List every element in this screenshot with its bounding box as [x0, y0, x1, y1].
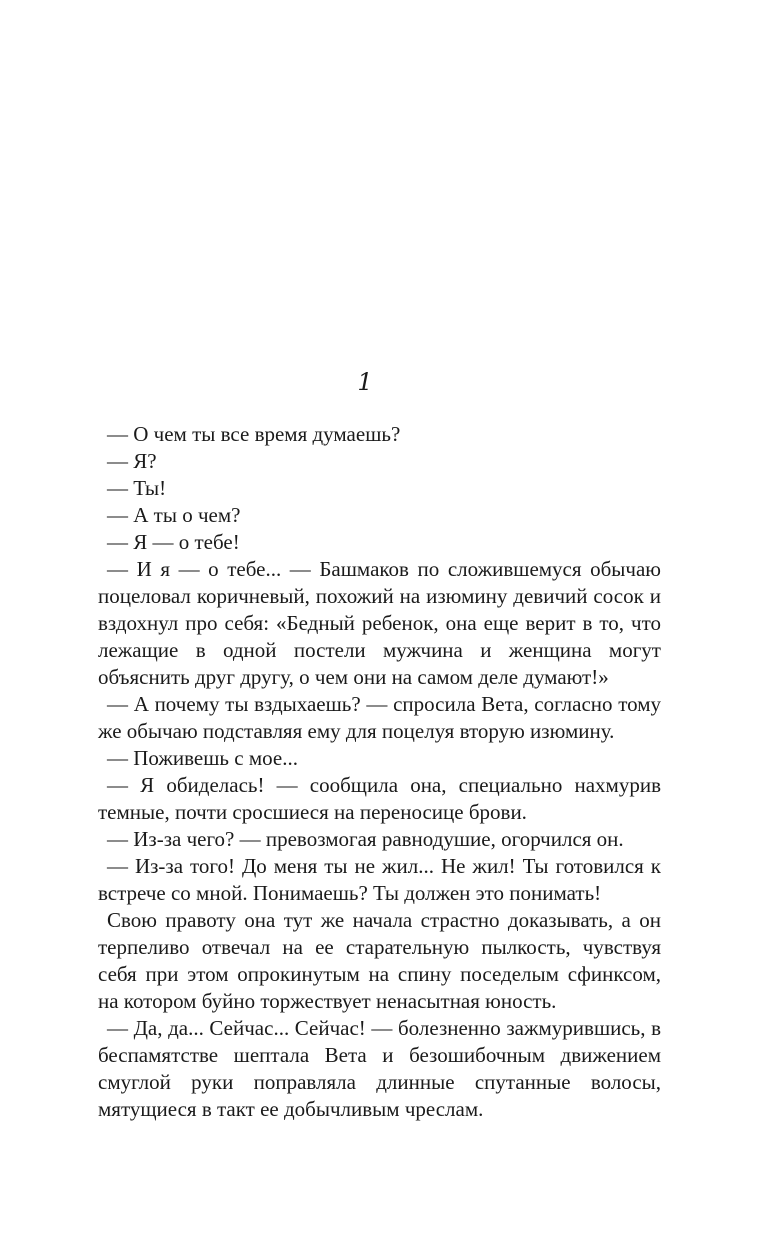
paragraph: — Я обиделась! — сообщила она, специально нахмурив темные, почти сросшиеся на переносице брови.	[98, 773, 661, 824]
chapter-text	[98, 421, 661, 1123]
paragraph: — И я — о тебе... — Башмаков по сложившемуся обычаю поцеловал коричневый, похожий на изюмину девичий сосок и вздохнул про себя: «Бедный ребенок, она еще верит в то, что лежащие в одной постели мужчина и женщина могут объяснить друг другу, о чем они на самом деле думают!»	[98, 557, 661, 689]
paragraph: — А ты о чем?	[107, 503, 241, 527]
paragraph: — А почему ты вздыхаешь? — спросила Вета, согласно тому же обычаю подставляя ему для поцелуя вторую изюмину.	[98, 692, 661, 743]
paragraph: — Да, да... Сейчас... Сейчас! — болезненно зажмурившись, в беспамятстве шептала Вета и безошибочным движением смуглой руки поправляла длинные спутанные волосы, мятущиеся в такт ее добычливым чреслам.	[98, 1016, 661, 1121]
paragraph: — Я?	[107, 449, 157, 473]
paragraph: — Поживешь с мое...	[107, 746, 298, 770]
chapter-number: 1	[357, 368, 373, 396]
paragraph: — Из-за того! До меня ты не жил... Не жил! Ты готовился к встрече со мной. Понимаешь? Ты должен это понимать!	[98, 854, 661, 905]
paragraph: — Ты!	[107, 476, 167, 500]
paragraph: — Из-за чего? — превозмогая равнодушие, огорчился он.	[107, 827, 624, 851]
paragraph: — О чем ты все время думаешь?	[107, 422, 401, 446]
paragraph: — Я — о тебе!	[107, 530, 240, 554]
paragraph: Свою правоту она тут же начала страстно доказывать, а он терпеливо отвечал на ее старательную пылкость, чувствуя себя при этом опрокинутым на спину поседелым сфинксом, на котором буйно торжествует ненасытная юность.	[98, 908, 661, 1013]
